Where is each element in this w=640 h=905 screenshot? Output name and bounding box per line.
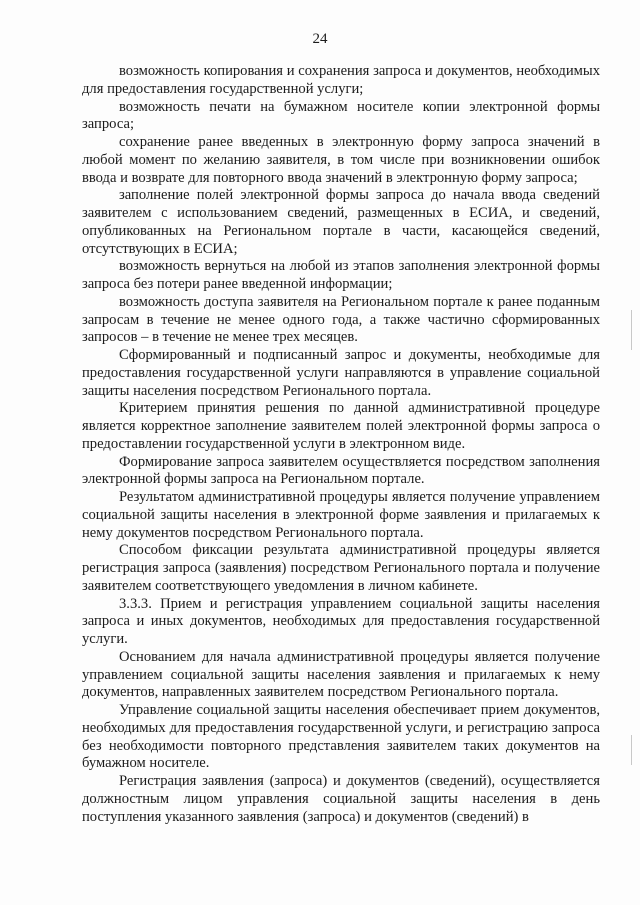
paragraph-return-to-step: возможность вернуться на любой из этапов заполнения электронной формы запроса без потери ранее введенной информации;: [82, 258, 600, 292]
document-body: [82, 63, 600, 826]
paragraph-registration: Регистрация заявления (запроса) и документов (сведений), осуществляется должностным лицом управления социальной защиты населения в день поступления указанного заявления (запроса) и документов (сведений) в: [82, 773, 600, 825]
paragraph-preserve-values: сохранение ранее введенных в электронную форму запроса значений в любой момент по желанию заявителя, в том числе при возникновении ошибок ввода и возврате для повторного ввода значений в электронную форму запроса;: [82, 134, 600, 186]
scan-margin-mark: [631, 735, 632, 765]
paragraph-procedure-result: Результатом административной процедуры является получение управлением социальной защиты населения в электронной форме заявления и прилагаемых к нему документов посредством Регионального портала.: [82, 489, 600, 541]
section-heading-3-3-3: 3.3.3. Прием и регистрация управлением социальной защиты населения запроса и иных документов, необходимых для предоставления государственной услуги.: [82, 595, 600, 647]
paragraph-result-fixation: Способом фиксации результата административной процедуры является регистрация запроса (заявления) посредством Регионального портала и получение заявителем соответствующего уведомления в личном кабинете.: [82, 542, 600, 594]
paragraph-procedure-basis: Основанием для начала административной процедуры является получение управлением социальной защиты населения заявления и прилагаемых к нему документов, направленных заявителем посредством Регионального портала.: [82, 648, 600, 701]
paragraph-print: возможность печати на бумажном носителе копии электронной формы запроса;: [82, 98, 600, 133]
paragraph-access-requests: возможность доступа заявителя на Региональном портале к ранее поданным запросам в течение не менее одного года, а также частично сформированных запросов – в течение не менее трех месяцев.: [82, 293, 600, 346]
paragraph-submission: Сформированный и подписанный запрос и документы, необходимые для предоставления государственной услуги направляются в управление социальной защиты населения посредством Регионального портала.: [82, 347, 600, 399]
page-number: 24: [312, 31, 328, 47]
paragraph-prefill-fields: заполнение полей электронной формы запроса до начала ввода сведений заявителем с использованием сведений, размещенных в ЕСИА, и сведений, опубликованных на Региональном портале в части, касающейся сведений, отсутствующих в ЕСИА;: [82, 187, 600, 257]
paragraph-copy-save: возможность копирования и сохранения запроса и документов, необходимых для предоставления государственной услуги;: [82, 63, 600, 97]
scan-margin-mark: [631, 310, 632, 350]
paragraph-request-formation: Формирование запроса заявителем осуществляется посредством заполнения электронной формы запроса на Региональном портале.: [82, 453, 600, 488]
paragraph-document-acceptance: Управление социальной защиты населения обеспечивает прием документов, необходимых для предоставления государственной услуги, и регистрацию запроса без необходимости повторного представления заявителем таких документов на бумажном носителе.: [82, 702, 600, 772]
paragraph-decision-criterion: Критерием принятия решения по данной административной процедуре является корректное заполнение заявителем полей электронной формы запроса о предоставлении государственной услуги в электронном виде.: [82, 400, 600, 452]
